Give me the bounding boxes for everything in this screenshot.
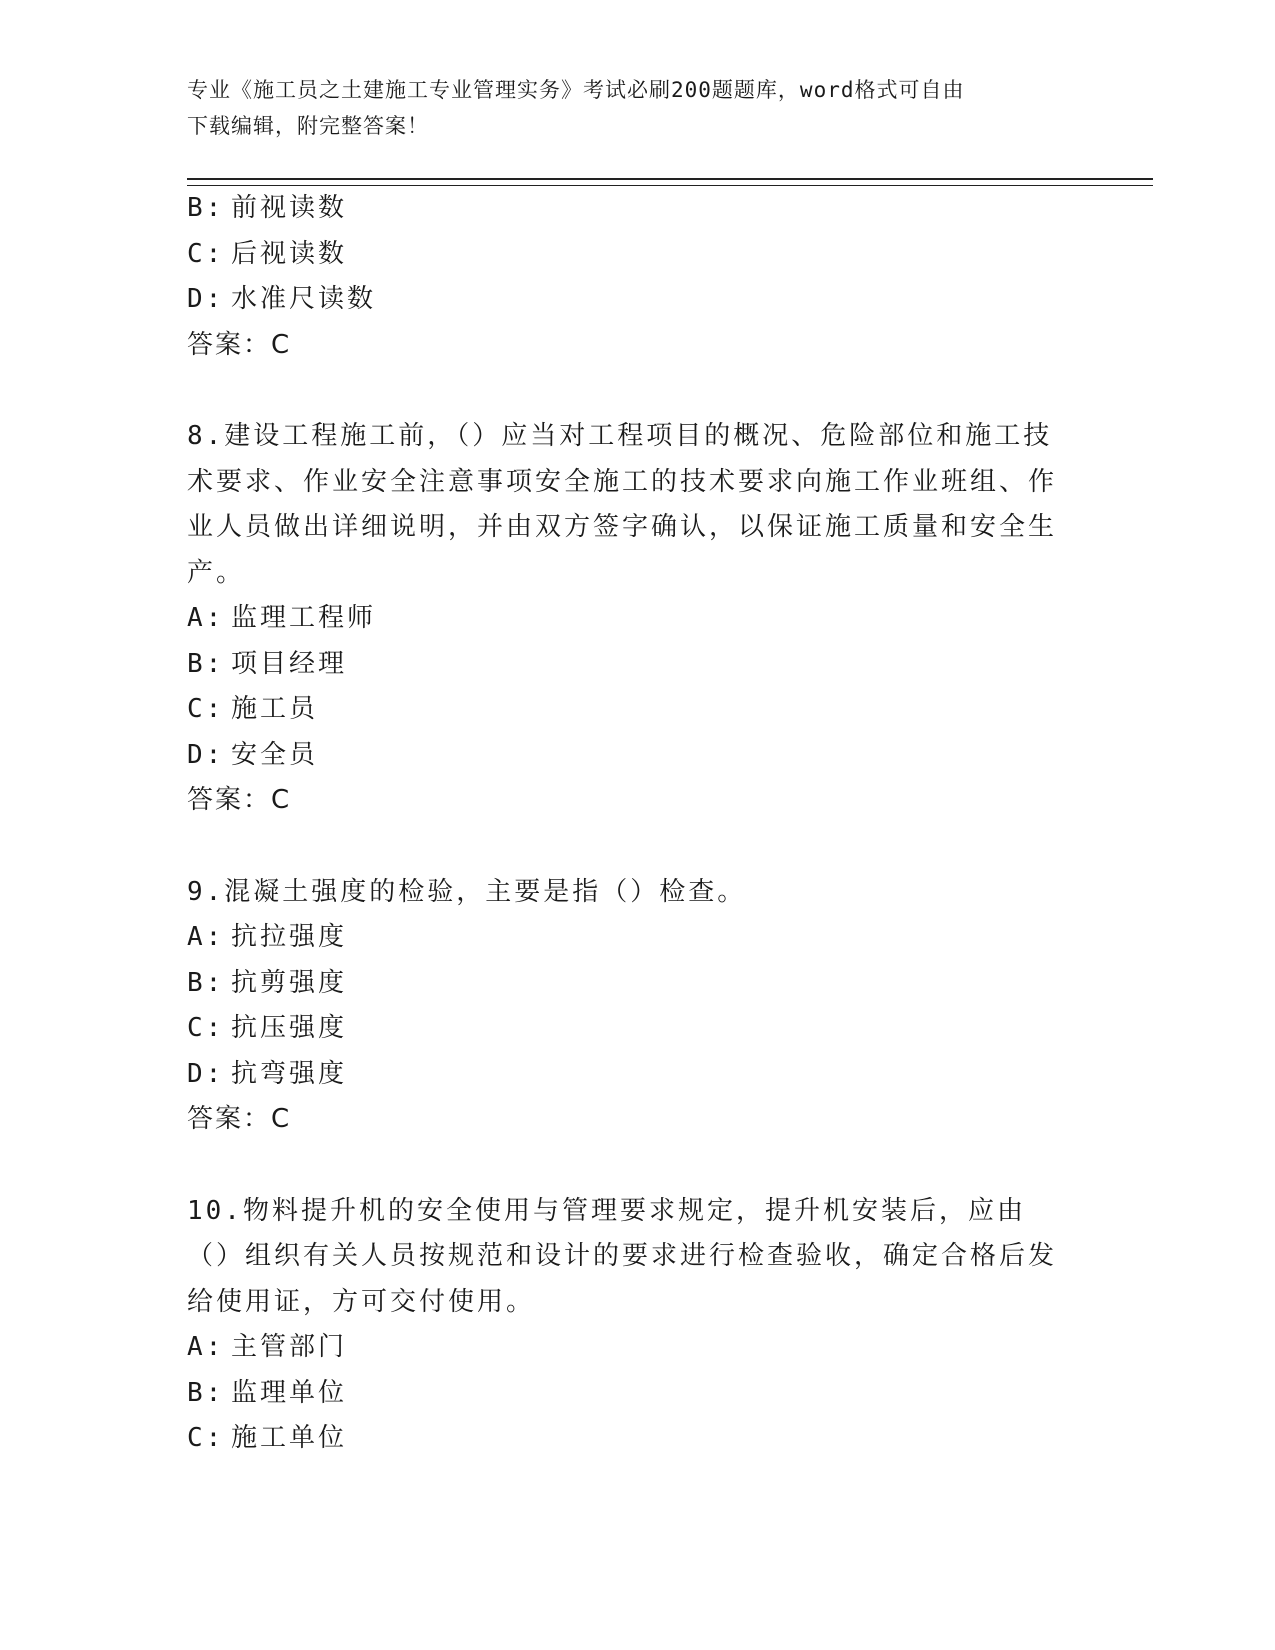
- question-text: 8.建设工程施工前，（）应当对工程项目的概况、危险部位和施工技术要求、作业安全注意事项安全施工的技术要求向施工作业班组、作业人员做出详细说明，并由双方签字确认，以保证施工质量和安全生产。: [187, 421, 1058, 588]
- option-letter: B:: [187, 967, 225, 998]
- question-list: [187, 186, 1067, 1462]
- option-text: 前视读数: [231, 193, 348, 223]
- option-text: 施工单位: [231, 1423, 348, 1453]
- question-text: 9.混凝土强度的检验，主要是指（）检查。: [187, 876, 747, 907]
- question-8: [187, 414, 1067, 824]
- option-c: [187, 1006, 1067, 1052]
- option-text: 抗压强度: [231, 1013, 348, 1043]
- option-text: 监理工程师: [231, 603, 377, 633]
- option-c: [187, 1416, 1067, 1462]
- header-divider: [187, 178, 1153, 186]
- option-letter: D:: [187, 1058, 225, 1089]
- option-text: 抗弯强度: [231, 1058, 348, 1089]
- option-text: 安全员: [231, 739, 319, 770]
- option-letter: C:: [187, 1013, 225, 1043]
- answer-line: 答案：C: [187, 785, 292, 815]
- option-b: [187, 642, 1067, 688]
- option-letter: D:: [187, 739, 225, 770]
- option-c: [187, 687, 1067, 733]
- option-b: [187, 961, 1067, 1007]
- option-letter: B:: [187, 1377, 225, 1408]
- option-b: [187, 1371, 1067, 1417]
- option-d: [187, 277, 1067, 323]
- option-text: 水准尺读数: [231, 284, 377, 314]
- option-text: 抗剪强度: [231, 967, 348, 998]
- option-b: [187, 186, 1067, 232]
- option-letter: C:: [187, 694, 225, 724]
- option-text: 项目经理: [231, 648, 348, 679]
- header-title-line2: 下载编辑，附完整答案！: [187, 114, 429, 138]
- option-a: [187, 915, 1067, 961]
- option-text: 监理单位: [231, 1377, 348, 1408]
- option-text: 主管部门: [231, 1332, 348, 1362]
- question-10: [187, 1189, 1067, 1462]
- option-letter: A:: [187, 922, 225, 952]
- question-text: 10.物料提升机的安全使用与管理要求规定，提升机安装后，应由（）组织有关人员按规范和设计的要求进行检查验收，确定合格后发给使用证，方可交付使用。: [187, 1195, 1058, 1317]
- option-text: 后视读数: [231, 238, 348, 269]
- option-d: [187, 733, 1067, 779]
- option-letter: D:: [187, 284, 225, 314]
- header-title-line1: 专业《施工员之土建施工专业管理实务》考试必刷200题题库，word格式可自由: [187, 78, 965, 102]
- option-a: [187, 596, 1067, 642]
- option-a: [187, 1325, 1067, 1371]
- option-text: 施工员: [231, 694, 319, 724]
- option-letter: C:: [187, 1423, 225, 1453]
- option-c: [187, 232, 1067, 278]
- option-d: [187, 1052, 1067, 1098]
- answer-line: 答案：C: [187, 1104, 292, 1134]
- question-9: [187, 870, 1067, 1143]
- option-letter: C:: [187, 238, 225, 269]
- option-letter: A:: [187, 603, 225, 633]
- option-text: 抗拉强度: [231, 922, 348, 952]
- page-header: [187, 72, 1067, 144]
- option-letter: B:: [187, 648, 225, 679]
- question-7-continued: [187, 186, 1067, 368]
- option-letter: B:: [187, 193, 225, 223]
- option-letter: A:: [187, 1332, 225, 1362]
- answer-line: 答案：C: [187, 329, 292, 360]
